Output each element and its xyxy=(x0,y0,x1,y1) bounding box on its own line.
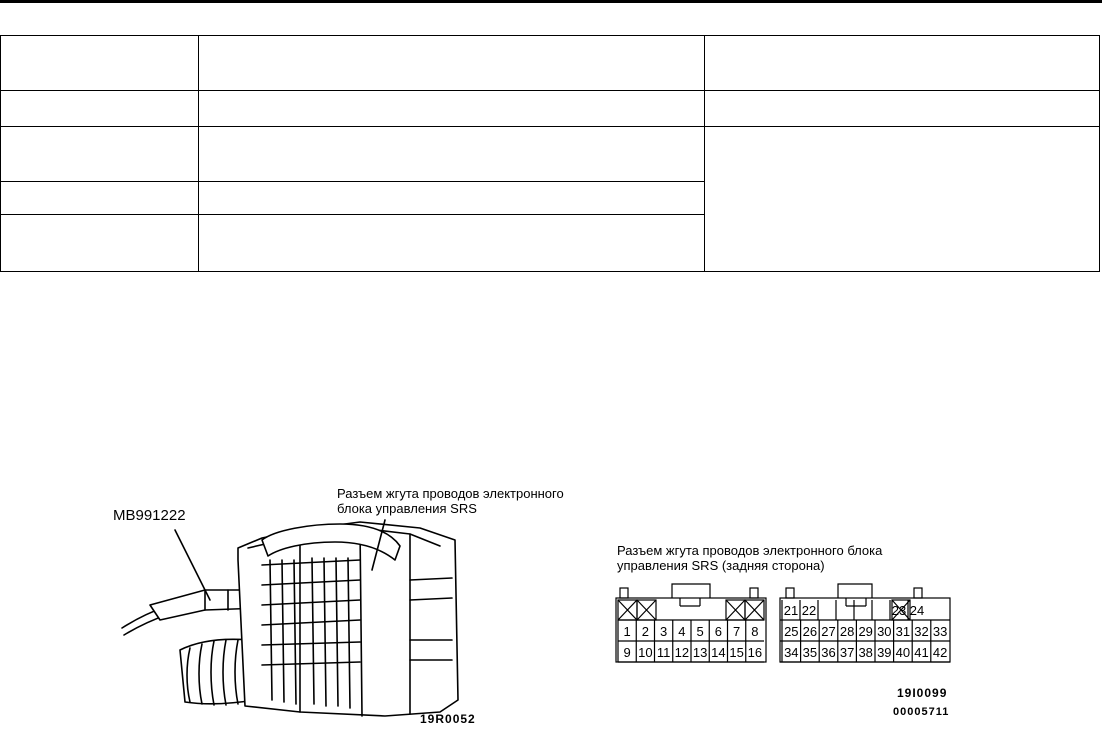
pin-number: 8 xyxy=(751,624,759,639)
pin-number: 39 xyxy=(877,645,892,660)
pin-number: 9 xyxy=(623,645,631,660)
connector-caption-line2: блока управления SRS xyxy=(337,501,477,516)
tool-label: MB991222 xyxy=(113,507,186,524)
pin-number: 12 xyxy=(674,645,690,660)
pin-number: 32 xyxy=(914,624,929,639)
figure-code-left: 19R0052 xyxy=(420,712,476,726)
pin-number: 35 xyxy=(802,645,818,660)
pin-number: 40 xyxy=(895,645,911,660)
pin-number: 23 xyxy=(891,603,907,618)
pin-number: 30 xyxy=(877,624,892,639)
pin-number: 27 xyxy=(821,624,836,639)
pin-number: 37 xyxy=(839,645,855,660)
pin-number: 10 xyxy=(638,645,653,660)
pin-number: 33 xyxy=(932,624,948,639)
pin-number: 14 xyxy=(711,645,726,660)
pin-number: 1 xyxy=(623,624,631,639)
pin-number: 28 xyxy=(839,624,855,639)
pin-number: 25 xyxy=(784,624,799,639)
pin-number: 42 xyxy=(932,645,948,660)
connector-caption-line1: Разъем жгута проводов электронного xyxy=(337,486,564,501)
pin-number: 7 xyxy=(733,624,741,639)
document-number: 00005711 xyxy=(893,706,950,718)
pin-number: 34 xyxy=(784,645,799,660)
pin-number: 38 xyxy=(858,645,873,660)
figure-code-right: 19I0099 xyxy=(897,686,948,700)
pin-number: 26 xyxy=(802,624,818,639)
pin-number: 29 xyxy=(858,624,873,639)
pin-number: 31 xyxy=(895,624,911,639)
pin-number: 24 xyxy=(909,603,925,618)
pin-number: 41 xyxy=(914,645,929,660)
pin-number: 2 xyxy=(641,624,649,639)
pin-number: 3 xyxy=(660,624,668,639)
pin-number: 36 xyxy=(821,645,836,660)
pin-number: 21 xyxy=(783,603,799,618)
pin-number: 4 xyxy=(678,624,686,639)
pinout-caption-line1: Разъем жгута проводов электронного блока xyxy=(617,543,883,558)
pin-number: 5 xyxy=(696,624,704,639)
pin-number: 11 xyxy=(656,645,671,660)
pinout-caption-line2: управления SRS (задняя сторона) xyxy=(617,558,825,573)
pin-number: 15 xyxy=(729,645,744,660)
pin-number: 16 xyxy=(747,645,763,660)
pin-number: 6 xyxy=(714,624,722,639)
pin-number: 22 xyxy=(801,603,817,618)
pin-number: 13 xyxy=(692,645,708,660)
